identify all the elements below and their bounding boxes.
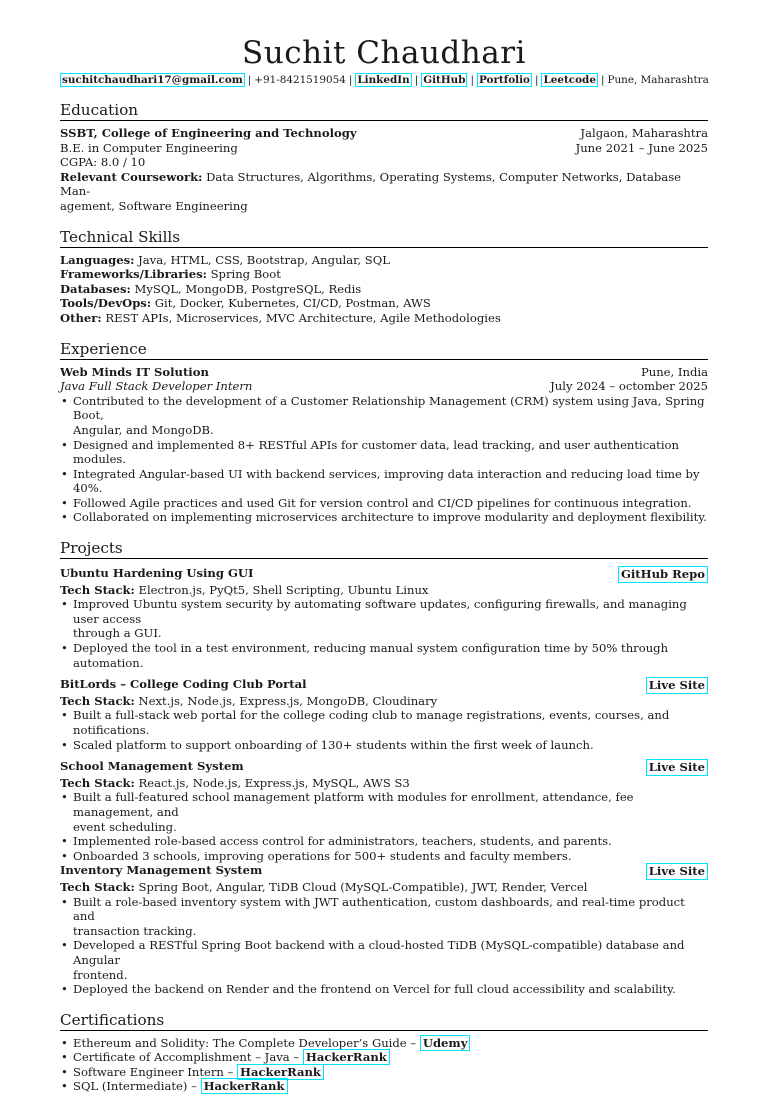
degree-row <box>60 141 708 156</box>
phone-number: +91-8421519054 <box>254 74 346 86</box>
list-item: • Designed and implemented 8+ RESTful APIs for customer data, lead tracking, and user authentication modules. <box>60 438 708 467</box>
certification-link[interactable]: HackerRank <box>237 1064 324 1080</box>
company-row <box>60 365 708 380</box>
section-title-projects: Projects <box>60 539 708 559</box>
coursework-text: Data Structures, Algorithms, Operating Systems, Computer Networks, Database Man- <box>60 169 682 199</box>
skill-label: Databases: <box>60 281 131 296</box>
section-title-certifications: Certifications <box>60 1011 708 1031</box>
list-item <box>60 1036 708 1051</box>
separator: | <box>470 74 474 86</box>
project-link[interactable]: Live Site <box>646 677 708 694</box>
bullet-text: Built a role-based inventory system with JWT authentication, custom dashboards, and real-time product and <box>73 894 685 924</box>
list-item <box>60 641 708 670</box>
bullet-text: frontend. <box>73 967 128 982</box>
skill-value: REST APIs, Microservices, MVC Architecture, Agile Methodologies <box>105 310 501 325</box>
skill-row <box>60 282 708 297</box>
list-item <box>60 394 708 438</box>
separator: | <box>534 74 539 86</box>
project-ubuntu-hardening <box>60 566 708 670</box>
list-item <box>60 895 708 939</box>
list-item <box>60 738 708 753</box>
job-role: Java Full Stack Developer Intern <box>60 379 253 394</box>
certification-text: Certificate of Accomplishment – Java – <box>73 1050 300 1065</box>
certification-link[interactable]: HackerRank <box>201 1078 288 1094</box>
certification-list <box>60 1036 708 1094</box>
list-item <box>60 1050 708 1065</box>
project-link[interactable]: Live Site <box>646 863 708 880</box>
leetcode-link[interactable]: Leetcode <box>543 74 596 86</box>
bullet-text: event scheduling. <box>73 819 177 834</box>
skill-value: Java, HTML, CSS, Bootstrap, Angular, SQL <box>138 252 390 267</box>
project-bitlords <box>60 677 708 752</box>
project-stack <box>60 583 708 598</box>
list-item <box>60 982 708 997</box>
project-header <box>60 863 708 880</box>
cgpa: CGPA: 8.0 / 10 <box>60 155 146 170</box>
experience-bullets <box>60 394 708 525</box>
job-dates: July 2024 – octomber 2025 <box>550 379 708 394</box>
school-name: SSBT, College of Engineering and Technology <box>60 126 357 140</box>
education-row <box>60 126 708 141</box>
email-link[interactable]: suchitchaudhari17@gmail.com <box>62 74 243 86</box>
certification-text: Ethereum and Solidity: The Complete Developer’s Guide – <box>73 1035 417 1050</box>
project-bullets <box>60 597 708 670</box>
skill-row <box>60 253 708 268</box>
education-dates: June 2021 – June 2025 <box>575 140 708 155</box>
project-inventory-management <box>60 863 708 996</box>
stack-value: Next.js, Node.js, Express.js, MongoDB, Cloudinary <box>138 693 438 708</box>
coursework-continued: agement, Software Engineering <box>60 198 248 213</box>
coursework <box>60 170 708 199</box>
project-link[interactable]: GitHub Repo <box>618 566 708 583</box>
skill-label: Tools/DevOps: <box>60 296 152 311</box>
stack-label: Tech Stack: <box>60 775 135 790</box>
separator: | <box>247 74 252 86</box>
skill-row <box>60 296 708 311</box>
stack-value: Spring Boot, Angular, TiDB Cloud (MySQL-Compatible), JWT, Render, Vercel <box>138 879 588 894</box>
list-item <box>60 1079 708 1094</box>
bullet-text: Scaled platform to support onboarding of 130+ students within the first week of launch. <box>73 737 594 752</box>
projects-section <box>60 539 708 997</box>
certification-link[interactable]: Udemy <box>420 1035 471 1051</box>
company-name: Web Minds IT Solution <box>60 364 209 379</box>
list-item <box>60 938 708 982</box>
skill-value: Spring Boot <box>210 267 281 282</box>
separator: | <box>348 74 353 86</box>
list-item <box>60 790 708 834</box>
skill-label: Frameworks/Libraries: <box>60 267 207 282</box>
list-item <box>60 597 708 641</box>
project-header <box>60 759 708 776</box>
skill-label: Languages: <box>60 252 135 267</box>
project-bullets <box>60 790 708 863</box>
section-title-education: Education <box>60 101 708 121</box>
bullet-text: Improved Ubuntu system security by automating software updates, configuring firewalls, and managing user access <box>73 597 687 626</box>
skills-section <box>60 228 708 326</box>
stack-value: React.js, Node.js, Express.js, MySQL, AWS S3 <box>138 775 410 790</box>
bullet-text: through a GUI. <box>73 626 162 641</box>
role-row <box>60 379 708 394</box>
section-title-experience: Experience <box>60 340 708 360</box>
project-school-management <box>60 759 708 863</box>
bullet-text: Implemented role-based access control for administrators, teachers, students, and parents. <box>73 834 612 849</box>
bullet-text: transaction tracking. <box>73 923 197 938</box>
bullet-text: Onboarded 3 schools, improving operations for 500+ students and faculty members. <box>73 848 572 863</box>
list-item <box>60 834 708 849</box>
project-header <box>60 677 708 694</box>
bullet-text: Developed a RESTful Spring Boot backend with a cloud-hosted TiDB (MySQL-compatible) database and Angular <box>73 938 685 967</box>
portfolio-link[interactable]: Portfolio <box>478 74 530 86</box>
stack-value: Electron.js, PyQt5, Shell Scripting, Ubuntu Linux <box>138 582 429 597</box>
project-link[interactable]: Live Site <box>646 759 708 776</box>
project-stack <box>60 880 708 895</box>
certification-link[interactable]: HackerRank <box>303 1049 390 1065</box>
project-bullets <box>60 708 708 752</box>
skill-row <box>60 311 708 326</box>
resume-page <box>60 30 708 1094</box>
bullet-text: Deployed the tool in a test environment, reducing manual system configuration time by 50% through automation. <box>73 641 669 670</box>
location: Pune, Maharashtra <box>607 74 709 86</box>
separator: | <box>414 74 419 86</box>
company-location: Pune, India <box>640 364 708 379</box>
linkedin-link[interactable]: LinkedIn <box>357 74 410 86</box>
certification-text: SQL (Intermediate) – <box>73 1079 197 1094</box>
stack-label: Tech Stack: <box>60 693 135 708</box>
bullet-text: Angular, and MongoDB. <box>73 422 214 437</box>
stack-label: Tech Stack: <box>60 879 135 894</box>
project-name: Inventory Management System <box>60 863 263 878</box>
project-name: BitLords – College Coding Club Portal <box>60 677 307 692</box>
bullet-text: Built a full-featured school management platform with modules for enrollment, attendance, fee management, and <box>73 790 634 819</box>
bullet-text: Built a full-stack web portal for the college coding club to manage registrations, events, courses, and notifications. <box>73 708 670 737</box>
skill-value: MySQL, MongoDB, PostgreSQL, Redis <box>134 281 362 296</box>
project-name: School Management System <box>60 759 244 774</box>
skill-label: Other: <box>60 310 102 325</box>
list-item: • Followed Agile practices and used Git for version control and CI/CD pipelines for continuous integration. <box>60 496 708 511</box>
certification-text: Software Engineer Intern – <box>73 1064 234 1079</box>
section-title-skills: Technical Skills <box>60 228 708 248</box>
github-link[interactable]: GitHub <box>423 74 466 86</box>
candidate-name: Suchit Chaudhari <box>242 35 526 71</box>
project-header <box>60 566 708 583</box>
stack-label: Tech Stack: <box>60 582 135 597</box>
list-item <box>60 708 708 737</box>
skill-row <box>60 267 708 282</box>
education-section <box>60 101 708 214</box>
coursework-label: Relevant Coursework: <box>60 169 203 184</box>
project-stack <box>60 776 708 791</box>
project-bullets <box>60 895 708 997</box>
contact-line <box>60 73 708 87</box>
project-stack <box>60 694 708 709</box>
list-item: • Integrated Angular-based UI with backend services, improving data interaction and reducing load time by 40%. <box>60 467 708 496</box>
separator: | <box>600 74 605 86</box>
project-name: Ubuntu Hardening Using GUI <box>60 566 254 581</box>
list-item <box>60 849 708 864</box>
certifications-section <box>60 1011 708 1094</box>
degree: B.E. in Computer Engineering <box>60 140 238 155</box>
bullet-text: Deployed the backend on Render and the frontend on Vercel for full cloud accessibility and scalability. <box>73 982 676 997</box>
experience-section <box>60 340 708 526</box>
list-item: • Collaborated on implementing microservices architecture to improve modularity and deployment flexibility. <box>60 510 708 525</box>
school-location: Jalgaon, Maharashtra <box>580 126 708 140</box>
list-item <box>60 1065 708 1080</box>
bullet-text: Contributed to the development of a Customer Relationship Management (CRM) system using Java, Spring Boot, <box>73 393 705 423</box>
skill-value: Git, Docker, Kubernetes, CI/CD, Postman, AWS <box>154 296 431 311</box>
